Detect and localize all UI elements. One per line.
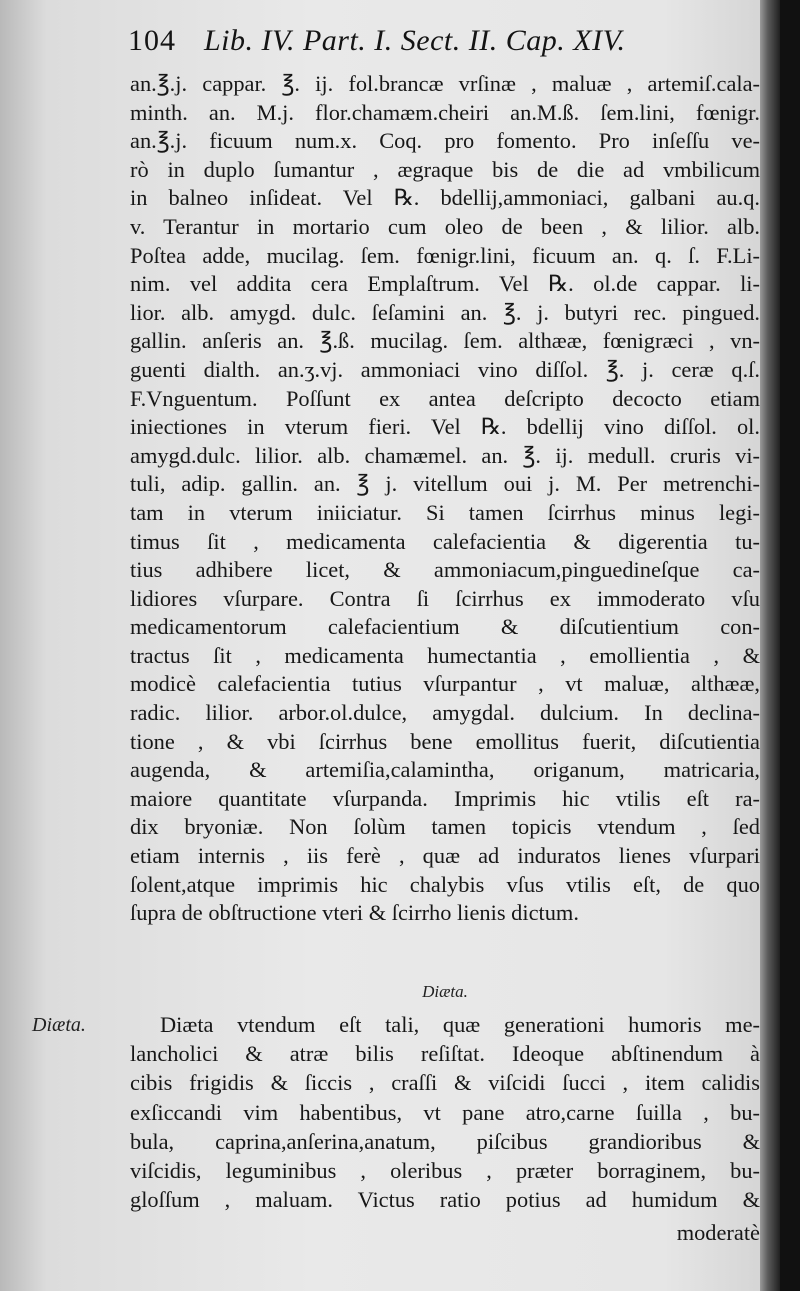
text-line: tuli, adip. gallin. an. ℥ j. vitellum oui j. M. Per metrenchi- [130,471,760,497]
text-line: lior. alb. amygd. dulc. ſeſamini an. ℥. j. butyri rec. pingued. [130,299,760,325]
text-line: rò in duplo ſumantur , ægraque bis de die ad vmbilicum [130,156,760,182]
text-line: tam in vterum iniiciatur. Si tamen ſcirrhus minus legi- [130,499,760,525]
text-line: maiore quantitate vſurpanda. Imprimis hic vtilis eſt ra- [130,785,760,811]
text-line: Diæta vtendum eſt tali, quæ generationi humoris me- [160,1012,760,1037]
main-text-block [130,70,760,928]
text-line: bula, caprina,anſerina,anatum, piſcibus grandioribus & [130,1128,760,1154]
text-line: gallin. anſeris an. ℥.ß. mucilag. ſem. althææ, fœnigræci , vn- [130,328,760,354]
text-line: augenda, & artemiſia,calamintha, origanum, matricaria, [130,757,760,783]
text-line: an.℥.j. ficuum num.x. Coq. pro fomento. Pro inſeſſu ve- [130,128,760,154]
text-line: guenti dialth. an.ʒ.vj. ammoniaci vino diſſol. ℥. j. ceræ q.ſ. [130,356,760,382]
text-line: exſiccandi vim habentibus, vt pane atro,carne ſuilla , bu- [130,1099,760,1125]
text-line: cibis frigidis & ſiccis , craſſi & viſcidi ſucci , item calidis [130,1070,760,1096]
text-line: in balneo inſideat. Vel ℞. bdellij,ammoniaci, galbani au.q. [130,185,760,211]
page-edge-shadow [760,0,780,1291]
diet-text-block [130,1010,760,1214]
text-line: tione , & vbi ſcirrhus bene emollitus fuerit, diſcutientia [130,728,760,754]
text-line: lidiores vſurpare. Contra ſi ſcirrhus ex immoderato vſu [130,585,760,611]
text-line: minth. an. M.j. flor.chamæm.cheiri an.M.ß. ſem.lini, fœnigr. [130,99,760,125]
page-number: 104 [128,24,176,57]
section-heading: Diæta. [422,982,468,1001]
marginal-note: Diæta. [32,1014,86,1036]
text-line: v. Terantur in mortario cum oleo de been , & lilior. alb. [130,213,760,239]
text-line: an.℥.j. cappar. ℥. ij. fol.brancæ vrſinæ , maluæ , artemiſ.cala- [130,71,760,96]
text-line: tius adhibere licet, & ammoniacum,pinguedineſque ca- [130,557,760,583]
text-line: iniectiones in vterum fieri. Vel ℞. bdellij vino diſſol. ol. [130,414,760,440]
text-line: etiam internis , iis ferè , quæ ad induratos lienes vſurpari [130,843,760,869]
page-header [128,24,728,68]
text-line: timus ſit , medicamenta calefacientia & digerentia tu- [130,528,760,554]
text-line: viſcidis, leguminibus , oleribus , præter borraginem, bu- [130,1157,760,1183]
text-line: ſupra de obſtructione vteri & ſcirrho lienis dictum. [130,900,579,926]
text-line: tractus ſit , medicamenta humectantia , emollientia , & [130,642,760,668]
text-line: gloſſum , maluam. Victus ratio potius ad humidum & [130,1187,760,1213]
catchword: moderatè [676,1220,760,1245]
text-line: radic. lilior. arbor.ol.dulce, amygdal. dulcium. In declina- [130,700,760,726]
text-line: medicamentorum calefacientium & diſcutientium con- [130,614,760,640]
text-line: lancholici & atræ bilis reſiſtat. Ideoque abſtinendum à [130,1041,760,1067]
text-line: F.Vnguentum. Poſſunt ex antea deſcripto decocto etiam [130,385,760,411]
text-line: Poſtea adde, mucilag. ſem. fœnigr.lini, ficuum an. q. ſ. F.Li- [130,242,760,268]
text-line: dix bryoniæ. Non ſolùm tamen topicis vtendum , ſed [130,814,760,840]
text-line: amygd.dulc. lilior. alb. chamæmel. an. ℥. ij. medull. cruris vi- [130,442,760,468]
text-line: nim. vel addita cera Emplaſtrum. Vel ℞. ol.de cappar. li- [130,271,760,297]
text-line: ſolent,atque imprimis hic chalybis vſus vtilis eſt, de quo [130,871,760,897]
running-head: Lib. IV. Part. I. Sect. II. Cap. XIV. [204,24,626,57]
text-line: modicè calefacientia tutius vſurpantur , vt maluæ, althææ, [130,671,760,697]
